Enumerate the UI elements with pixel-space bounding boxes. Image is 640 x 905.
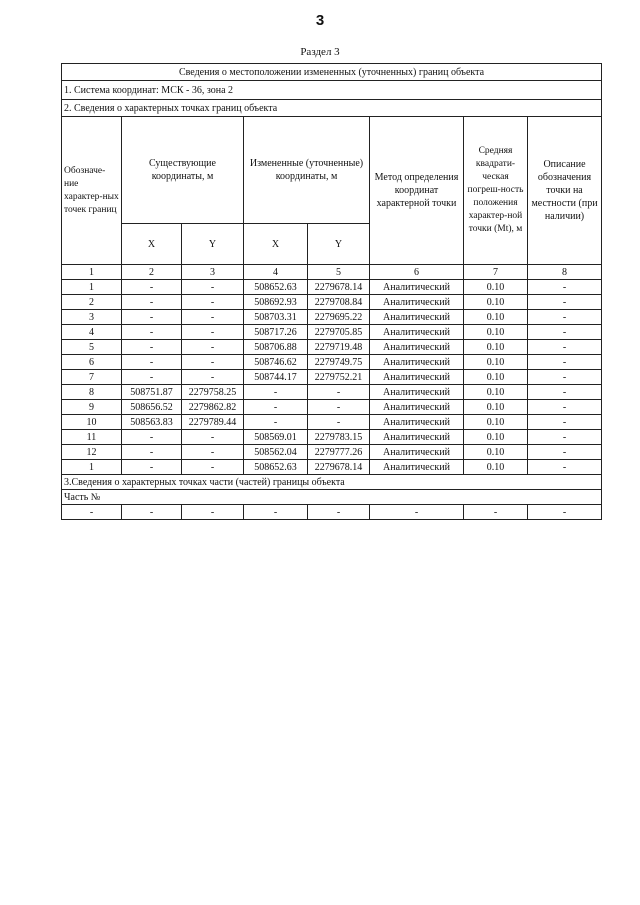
table-cell: - xyxy=(528,340,602,355)
table-row xyxy=(62,400,602,415)
table-cell: 0.10 xyxy=(464,415,528,430)
table-cell: - xyxy=(122,355,182,370)
table-cell: 2 xyxy=(62,295,122,310)
part-cell: - xyxy=(182,505,244,520)
table-cell: 0.10 xyxy=(464,430,528,445)
table-cell: 9 xyxy=(62,400,122,415)
table-cell: - xyxy=(122,460,182,475)
table-cell: - xyxy=(528,445,602,460)
table-cell: - xyxy=(182,295,244,310)
table-cell: Аналитический xyxy=(370,295,464,310)
table-cell: - xyxy=(122,280,182,295)
table-cell: 7 xyxy=(62,370,122,385)
table-cell: - xyxy=(182,325,244,340)
table-cell: 508569.01 xyxy=(244,430,308,445)
part-cell: - xyxy=(244,505,308,520)
table-cell: 0.10 xyxy=(464,445,528,460)
table-cell: 0.10 xyxy=(464,340,528,355)
table-cell: 1 xyxy=(62,280,122,295)
table-cell: - xyxy=(528,355,602,370)
table-cell: 2279705.85 xyxy=(308,325,370,340)
column-number: 4 xyxy=(244,265,308,280)
table-cell: 508751.87 xyxy=(122,385,182,400)
column-number: 1 xyxy=(62,265,122,280)
table-cell: - xyxy=(182,340,244,355)
table-cell: 508563.83 xyxy=(122,415,182,430)
table-cell: - xyxy=(182,430,244,445)
table-cell: 508562.04 xyxy=(244,445,308,460)
section-label: Раздел 3 xyxy=(300,46,340,58)
table-cell: 508703.31 xyxy=(244,310,308,325)
table-cell: Аналитический xyxy=(370,355,464,370)
table-cell: - xyxy=(122,340,182,355)
table-cell: Аналитический xyxy=(370,445,464,460)
table-cell: Аналитический xyxy=(370,430,464,445)
table-cell: Аналитический xyxy=(370,370,464,385)
table-cell: Аналитический xyxy=(370,310,464,325)
part-heading: 3.Сведения о характерных точках части (частей) границы объекта xyxy=(62,475,602,490)
table-cell: 2279708.84 xyxy=(308,295,370,310)
part-cell: - xyxy=(308,505,370,520)
table-cell: - xyxy=(244,400,308,415)
table-cell: - xyxy=(528,430,602,445)
table-cell: - xyxy=(308,415,370,430)
coordinate-system: 1. Система координат: МСК - 36, зона 2 xyxy=(62,81,602,100)
table-cell: 508692.93 xyxy=(244,295,308,310)
column-number: 5 xyxy=(308,265,370,280)
table-cell: 6 xyxy=(62,355,122,370)
table-cell: 508717.26 xyxy=(244,325,308,340)
part-cell: - xyxy=(370,505,464,520)
table-cell: 0.10 xyxy=(464,355,528,370)
table-cell: - xyxy=(122,370,182,385)
header-changed: Измененные (уточненные) координаты, м xyxy=(244,117,370,224)
table-row xyxy=(62,280,602,295)
table-cell: Аналитический xyxy=(370,385,464,400)
column-number: 3 xyxy=(182,265,244,280)
page-number: 3 xyxy=(315,12,325,29)
table-cell: - xyxy=(244,385,308,400)
table-cell: - xyxy=(122,295,182,310)
table-cell: 508652.63 xyxy=(244,280,308,295)
column-number: 8 xyxy=(528,265,602,280)
table-cell: 508652.63 xyxy=(244,460,308,475)
table-cell: - xyxy=(528,310,602,325)
part-cell: - xyxy=(464,505,528,520)
table-row xyxy=(62,430,602,445)
table-row xyxy=(62,460,602,475)
table-cell: Аналитический xyxy=(370,460,464,475)
table-cell: 11 xyxy=(62,430,122,445)
table-cell: 0.10 xyxy=(464,400,528,415)
table-row xyxy=(62,370,602,385)
table-cell: - xyxy=(528,400,602,415)
table-cell: 10 xyxy=(62,415,122,430)
table-cell: 12 xyxy=(62,445,122,460)
table-cell: Аналитический xyxy=(370,340,464,355)
header-existing-x: X xyxy=(122,224,182,265)
table-cell: - xyxy=(182,355,244,370)
header-changed-y: Y xyxy=(308,224,370,265)
table-row xyxy=(62,385,602,400)
table-cell: - xyxy=(182,460,244,475)
table-cell: - xyxy=(528,325,602,340)
table-cell: - xyxy=(122,325,182,340)
table-cell: - xyxy=(528,415,602,430)
table-cell: - xyxy=(308,385,370,400)
table-cell: 0.10 xyxy=(464,280,528,295)
table-cell: 2279758.25 xyxy=(182,385,244,400)
table-cell: 0.10 xyxy=(464,460,528,475)
table-cell: 2279749.75 xyxy=(308,355,370,370)
part-number-label: Часть № xyxy=(62,490,602,505)
table-cell: 0.10 xyxy=(464,295,528,310)
table-cell: 0.10 xyxy=(464,310,528,325)
header-designation: Обозначе-ние характер-ных точек границ xyxy=(62,117,122,265)
header-changed-x: X xyxy=(244,224,308,265)
part-row xyxy=(62,505,602,520)
table-cell: 1 xyxy=(62,460,122,475)
table-cell: 508656.52 xyxy=(122,400,182,415)
table-cell: 0.10 xyxy=(464,370,528,385)
header-existing-y: Y xyxy=(182,224,244,265)
table-cell: - xyxy=(182,370,244,385)
table-cell: 2279678.14 xyxy=(308,460,370,475)
table-cell: 2279783.15 xyxy=(308,430,370,445)
table-cell: - xyxy=(528,370,602,385)
table-cell: 508744.17 xyxy=(244,370,308,385)
points-heading: 2. Сведения о характерных точках границ объекта xyxy=(62,100,602,117)
table-cell: - xyxy=(122,445,182,460)
table-cell: - xyxy=(528,295,602,310)
table-cell: - xyxy=(182,280,244,295)
table-cell: Аналитический xyxy=(370,415,464,430)
table-cell: - xyxy=(244,415,308,430)
table-cell: - xyxy=(528,460,602,475)
table-cell: 508746.62 xyxy=(244,355,308,370)
table-cell: 508706.88 xyxy=(244,340,308,355)
header-accuracy: Средняя квадрати-ческая погреш-ность положения характер-ной точки (Mt), м xyxy=(464,117,528,265)
part-cell: - xyxy=(528,505,602,520)
table-row xyxy=(62,325,602,340)
table-cell: 5 xyxy=(62,340,122,355)
column-number-row xyxy=(62,265,602,280)
table-cell: 2279789.44 xyxy=(182,415,244,430)
table-row xyxy=(62,355,602,370)
table-cell: - xyxy=(182,445,244,460)
header-description: Описание обозначения точки на местности (при наличии) xyxy=(528,117,602,265)
table-cell: 3 xyxy=(62,310,122,325)
table-row xyxy=(62,295,602,310)
table-cell: 2279695.22 xyxy=(308,310,370,325)
table-cell: - xyxy=(528,280,602,295)
table-cell: 8 xyxy=(62,385,122,400)
part-cell: - xyxy=(62,505,122,520)
table-cell: - xyxy=(308,400,370,415)
header-method: Метод определения координат характерной точки xyxy=(370,117,464,265)
table-cell: Аналитический xyxy=(370,280,464,295)
table-title: Сведения о местоположении измененных (уточненных) границ объекта xyxy=(62,64,602,81)
table-row xyxy=(62,415,602,430)
table-cell: 2279777.26 xyxy=(308,445,370,460)
table-cell: 4 xyxy=(62,325,122,340)
column-number: 2 xyxy=(122,265,182,280)
table-row xyxy=(62,310,602,325)
table-cell: 2279719.48 xyxy=(308,340,370,355)
table-cell: 2279862.82 xyxy=(182,400,244,415)
table-cell: Аналитический xyxy=(370,325,464,340)
table-row xyxy=(62,445,602,460)
part-cell: - xyxy=(122,505,182,520)
table-cell: 2279678.14 xyxy=(308,280,370,295)
table-cell: Аналитический xyxy=(370,400,464,415)
table-cell: - xyxy=(528,385,602,400)
column-number: 6 xyxy=(370,265,464,280)
column-number: 7 xyxy=(464,265,528,280)
boundary-table xyxy=(61,63,602,520)
table-cell: - xyxy=(122,310,182,325)
table-cell: 0.10 xyxy=(464,325,528,340)
table-row xyxy=(62,340,602,355)
table-cell: 0.10 xyxy=(464,385,528,400)
table-cell: 2279752.21 xyxy=(308,370,370,385)
table-cell: - xyxy=(182,310,244,325)
table-cell: - xyxy=(122,430,182,445)
header-existing: Существующие координаты, м xyxy=(122,117,244,224)
